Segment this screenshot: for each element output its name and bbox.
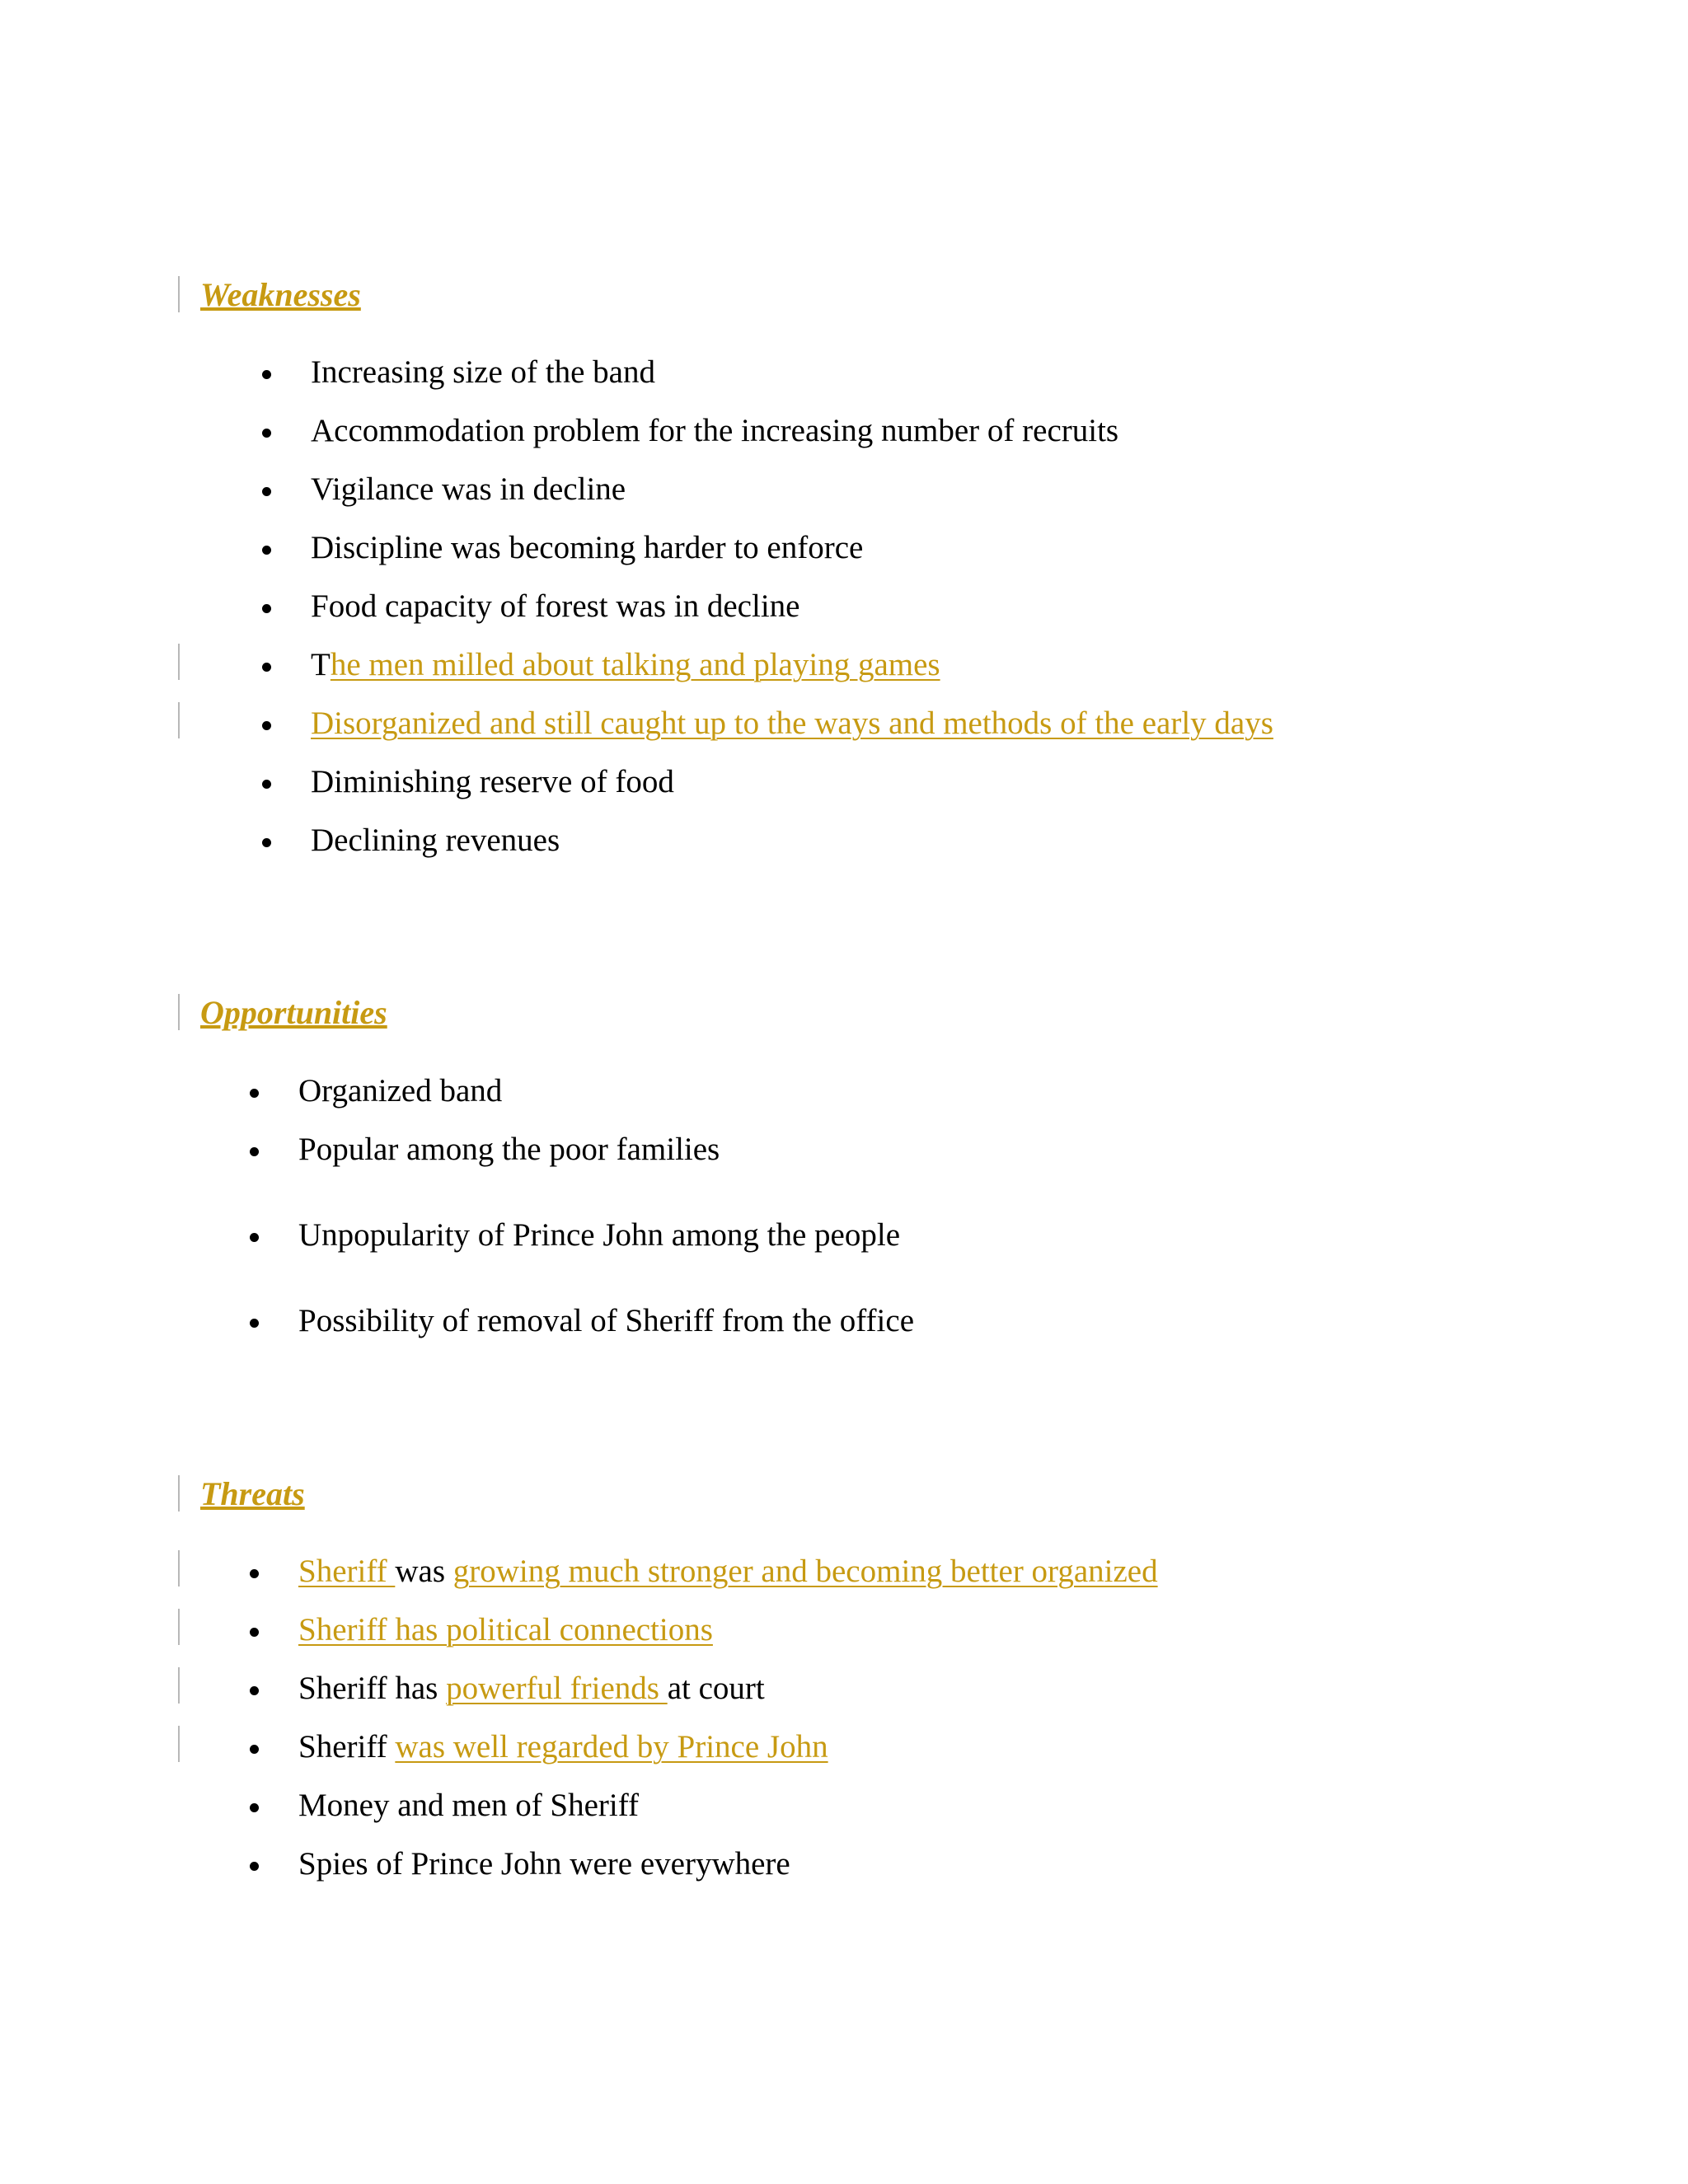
change-bar (178, 702, 180, 738)
change-bar (178, 1475, 180, 1511)
bullet-icon (262, 487, 271, 496)
list-item: Increasing size of the band (0, 354, 1688, 401)
list-item: The men milled about talking and playing games (0, 647, 1688, 693)
tracked-change-text: was well regarded by Prince John (395, 1729, 828, 1765)
list-item: Sheriff was well regarded by Prince John (0, 1729, 1688, 1775)
tracked-change-text: Sheriff has political connections (298, 1612, 713, 1647)
list-item: Diminishing reserve of food (0, 764, 1688, 810)
bullet-icon (262, 604, 271, 613)
list-item: Accommodation problem for the increasing number of recruits (0, 413, 1688, 459)
bullet-icon (262, 546, 271, 555)
tracked-change-text: growing much stronger and becoming better organized (452, 1554, 1158, 1589)
list-item (0, 1612, 1688, 1658)
bullet-icon (250, 1686, 259, 1695)
bullet-icon (250, 1233, 259, 1242)
bullet-icon (250, 1089, 259, 1098)
bullet-icon (250, 1628, 259, 1637)
bullet-icon (262, 429, 271, 438)
tracked-change-text: Sheriff (298, 1554, 396, 1589)
list-item: Food capacity of forest was in decline (0, 588, 1688, 635)
bullet-icon (250, 1862, 259, 1871)
bullet-icon (262, 838, 271, 847)
change-bar (178, 994, 180, 1030)
change-bar (178, 276, 180, 312)
bullet-icon (262, 663, 271, 672)
list-item: Money and men of Sheriff (0, 1788, 1688, 1834)
bullet-icon (250, 1569, 259, 1578)
list-item: Possibility of removal of Sheriff from the office (0, 1303, 1688, 1349)
bullet-icon (262, 721, 271, 730)
section-heading-threats: Threats (200, 1475, 305, 1512)
section-heading-opportunities: Opportunities (200, 994, 387, 1031)
list-item: Sheriff was growing much stronger and becoming better organized (0, 1554, 1688, 1600)
bullet-icon (262, 370, 271, 379)
bullet-icon (250, 1147, 259, 1156)
bullet-icon (250, 1319, 259, 1328)
tracked-change-text: powerful friends (446, 1671, 668, 1706)
list-item: Popular among the poor families (0, 1132, 1688, 1178)
section-heading-weaknesses: Weaknesses (200, 276, 361, 313)
change-bar (178, 1667, 180, 1704)
list-item: Sheriff has powerful friends at court (0, 1671, 1688, 1717)
change-bar (178, 1609, 180, 1645)
bullet-icon (262, 780, 271, 789)
list-item: Vigilance was in decline (0, 471, 1688, 518)
list-item: Spies of Prince John were everywhere (0, 1846, 1688, 1892)
change-bar (178, 1550, 180, 1586)
list-item (0, 705, 1688, 752)
bullet-icon (250, 1745, 259, 1754)
change-bar (178, 644, 180, 680)
bullet-icon (250, 1803, 259, 1812)
change-bar (178, 1726, 180, 1762)
tracked-change-text: Disorganized and still caught up to the ways and methods of the early days (311, 705, 1273, 741)
list-item: Organized band (0, 1073, 1688, 1119)
list-item: Discipline was becoming harder to enforce (0, 530, 1688, 576)
list-item: Unpopularity of Prince John among the people (0, 1217, 1688, 1263)
list-item: Declining revenues (0, 823, 1688, 869)
tracked-change-text: he men milled about talking and playing games (330, 647, 940, 682)
